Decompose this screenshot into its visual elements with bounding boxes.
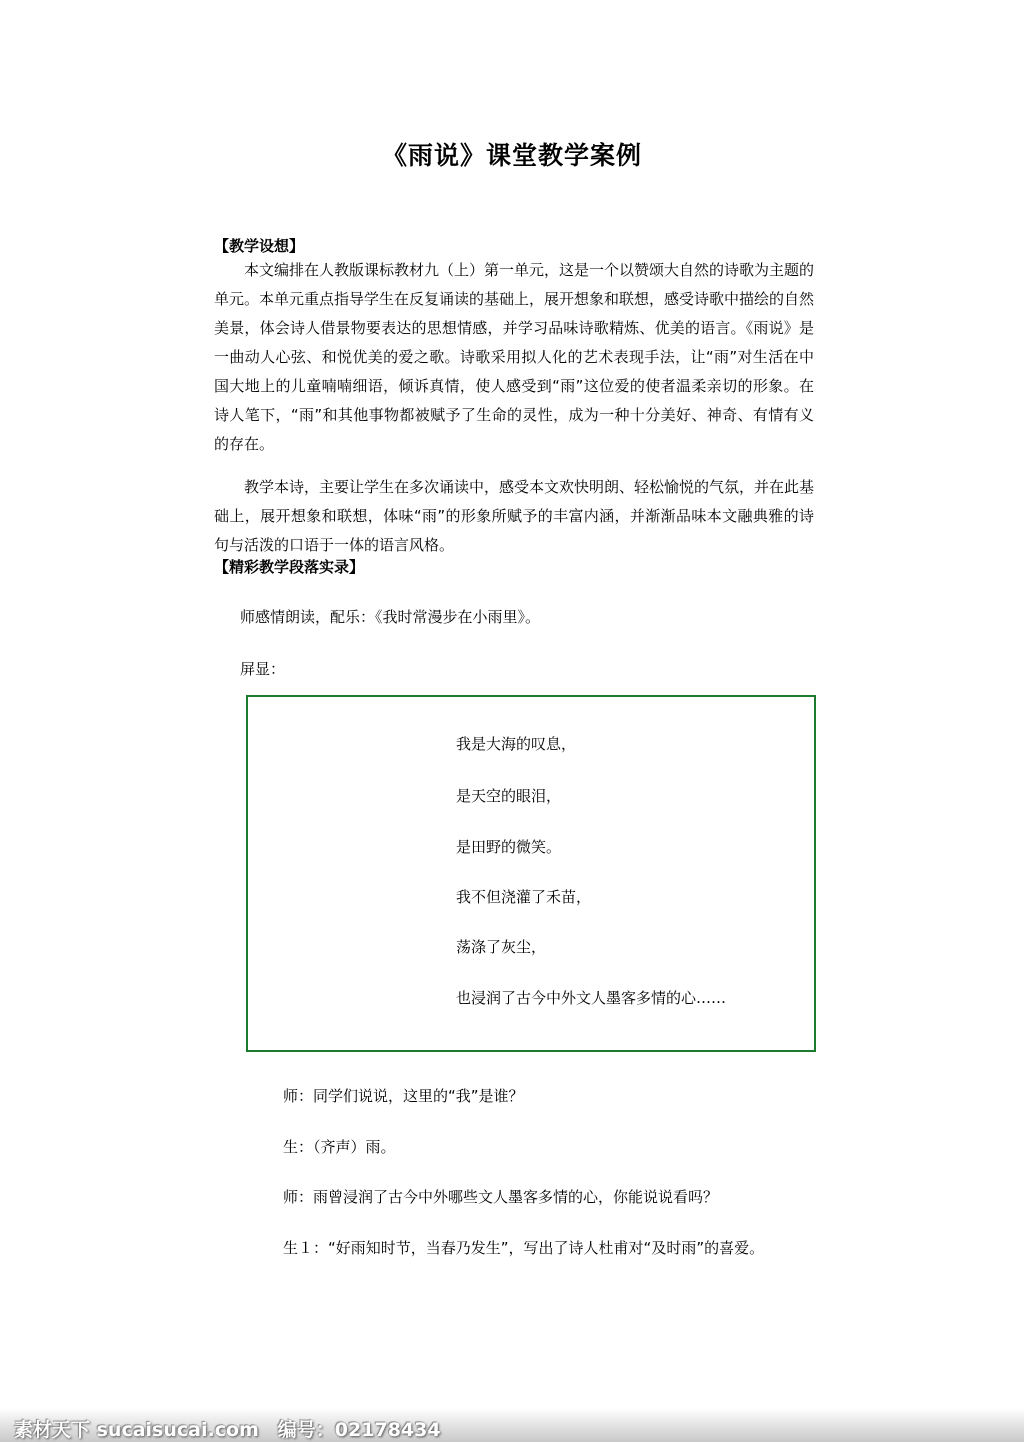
paragraph-teaching-idea-1: 本文编排在人教版课标教材九（上）第一单元，这是一个以赞颂大自然的诗歌为主题的单元。本单元重点指导学生在反复诵读的基础上，展开想象和联想，感受诗歌中描绘的自然美景，体会诗人借景物要表达的思想情感，并学习品味诗歌精炼、优美的语言。《雨说》是一曲动人心弦、和悦优美的爱之歌。诗歌采用拟人化的艺术表现手法，让“雨”对生活在中国大地上的儿童喃喃细语，倾诉真情，使人感受到“雨”这位爱的使者温柔亲切的形象。在诗人笔下，“雨”和其他事物都被赋予了生命的灵性，成为一种十分美好、神奇、有情有义的存在。 [214, 261, 815, 453]
dialogue-line: 生１：“好雨知时节，当春乃发生”，写出了诗人杜甫对“及时雨”的喜爱。 [283, 1239, 765, 1257]
dialogue-line: 师：同学们说说，这里的“我”是谁？ [283, 1087, 524, 1105]
section-heading-teaching-idea: 【教学设想】 [214, 237, 305, 255]
poem-line: 我是大海的叹息， [456, 735, 577, 753]
paragraph-teaching-idea-2: 教学本诗，主要让学生在多次诵读中，感受本文欢快明朗、轻松愉悦的气氛，并在此基础上，展开想象和联想，体味“雨”的形象所赋予的丰富内涵，并渐渐品味本文融典雅的诗句与活泼的口语于一体的语言风格。 [214, 478, 815, 554]
poem-line: 是田野的微笑。 [456, 838, 562, 856]
poem-line: 也浸润了古今中外文人墨客多情的心…… [456, 989, 727, 1007]
intro-line: 师感情朗读，配乐：《我时常漫步在小雨里》。 [240, 608, 541, 626]
watermark-text: 素材天下 sucaisucai.com 编号：02178434 [14, 1419, 441, 1441]
screen-label: 屏显： [240, 660, 286, 678]
dialogue-line: 师：雨曾浸润了古今中外哪些文人墨客多情的心，你能说说看吗？ [283, 1188, 719, 1206]
dialogue-line: 生：（齐声）雨。 [283, 1138, 396, 1156]
poem-line: 荡涤了灰尘， [456, 938, 547, 956]
section-heading-classroom-record: 【精彩教学段落实录】 [214, 558, 365, 576]
document-title: 《雨说》课堂教学案例 [381, 141, 642, 170]
watermark-bar [0, 1408, 1024, 1442]
poem-line: 我不但浇灌了禾苗， [456, 888, 592, 906]
poem-line: 是天空的眼泪， [456, 787, 562, 805]
